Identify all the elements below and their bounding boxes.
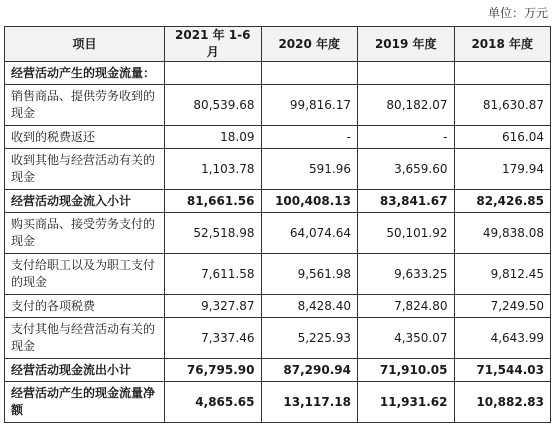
row-value: 87,290.94 — [261, 359, 358, 382]
row-label: 收到的税费返还 — [5, 126, 165, 149]
header-2019: 2019 年度 — [358, 27, 455, 62]
row-value — [358, 62, 455, 85]
row-label: 经营活动产生的现金流量净额 — [5, 382, 165, 423]
table-header-row — [5, 27, 551, 62]
table-row — [5, 382, 551, 423]
table-row — [5, 85, 551, 126]
row-value: 4,643.99 — [454, 318, 551, 359]
row-label: 经营活动产生的现金流量： — [5, 62, 165, 85]
row-value: 76,795.90 — [165, 359, 262, 382]
header-2021h1: 2021 年 1-6 月 — [165, 27, 262, 62]
row-label: 支付其他与经营活动有关的现金 — [5, 318, 165, 359]
table-row — [5, 318, 551, 359]
row-value: 71,910.05 — [358, 359, 455, 382]
header-2020: 2020 年度 — [261, 27, 358, 62]
row-value: 179.94 — [454, 149, 551, 190]
row-value: 52,518.98 — [165, 213, 262, 254]
row-value: 10,882.83 — [454, 382, 551, 423]
row-label: 收到其他与经营活动有关的现金 — [5, 149, 165, 190]
row-value: - — [358, 126, 455, 149]
unit-label: 单位：万元 — [487, 6, 548, 20]
row-value: 81,630.87 — [454, 85, 551, 126]
row-value: 82,426.85 — [454, 190, 551, 213]
row-value: 9,327.87 — [165, 295, 262, 318]
row-value: 50,101.92 — [358, 213, 455, 254]
row-value: 80,539.68 — [165, 85, 262, 126]
header-item: 项目 — [5, 27, 165, 62]
row-value: 7,824.80 — [358, 295, 455, 318]
row-value: 9,633.25 — [358, 254, 455, 295]
row-label: 销售商品、提供劳务收到的现金 — [5, 85, 165, 126]
row-value: 7,249.50 — [454, 295, 551, 318]
row-value: 80,182.07 — [358, 85, 455, 126]
row-value: - — [261, 126, 358, 149]
row-value: 591.96 — [261, 149, 358, 190]
row-value: 3,659.60 — [358, 149, 455, 190]
row-value: 83,841.67 — [358, 190, 455, 213]
row-value: 99,816.17 — [261, 85, 358, 126]
table-row — [5, 359, 551, 382]
row-value: 13,117.18 — [261, 382, 358, 423]
row-value: 49,838.08 — [454, 213, 551, 254]
row-value: 71,544.03 — [454, 359, 551, 382]
table-row — [5, 295, 551, 318]
row-value: 7,337.46 — [165, 318, 262, 359]
row-value: 4,865.65 — [165, 382, 262, 423]
row-label: 支付给职工以及为职工支付的现金 — [5, 254, 165, 295]
row-value: 18.09 — [165, 126, 262, 149]
table-row — [5, 62, 551, 85]
table-row — [5, 149, 551, 190]
row-value: 616.04 — [454, 126, 551, 149]
row-value: 8,428.40 — [261, 295, 358, 318]
table-row — [5, 254, 551, 295]
row-value: 1,103.78 — [165, 149, 262, 190]
row-label: 经营活动现金流入小计 — [5, 190, 165, 213]
table-row — [5, 190, 551, 213]
row-value: 81,661.56 — [165, 190, 262, 213]
row-value: 7,611.58 — [165, 254, 262, 295]
row-value: 11,931.62 — [358, 382, 455, 423]
row-value: 9,561.98 — [261, 254, 358, 295]
row-value — [165, 62, 262, 85]
header-2018: 2018 年度 — [454, 27, 551, 62]
row-value — [454, 62, 551, 85]
row-label: 经营活动现金流出小计 — [5, 359, 165, 382]
table-row — [5, 126, 551, 149]
row-value: 5,225.93 — [261, 318, 358, 359]
row-value: 64,074.64 — [261, 213, 358, 254]
table-row — [5, 213, 551, 254]
row-label: 购买商品、接受劳务支付的现金 — [5, 213, 165, 254]
row-value: 4,350.07 — [358, 318, 455, 359]
row-label: 支付的各项税费 — [5, 295, 165, 318]
row-value — [261, 62, 358, 85]
cash-flow-table — [4, 26, 551, 423]
row-value: 9,812.45 — [454, 254, 551, 295]
row-value: 100,408.13 — [261, 190, 358, 213]
